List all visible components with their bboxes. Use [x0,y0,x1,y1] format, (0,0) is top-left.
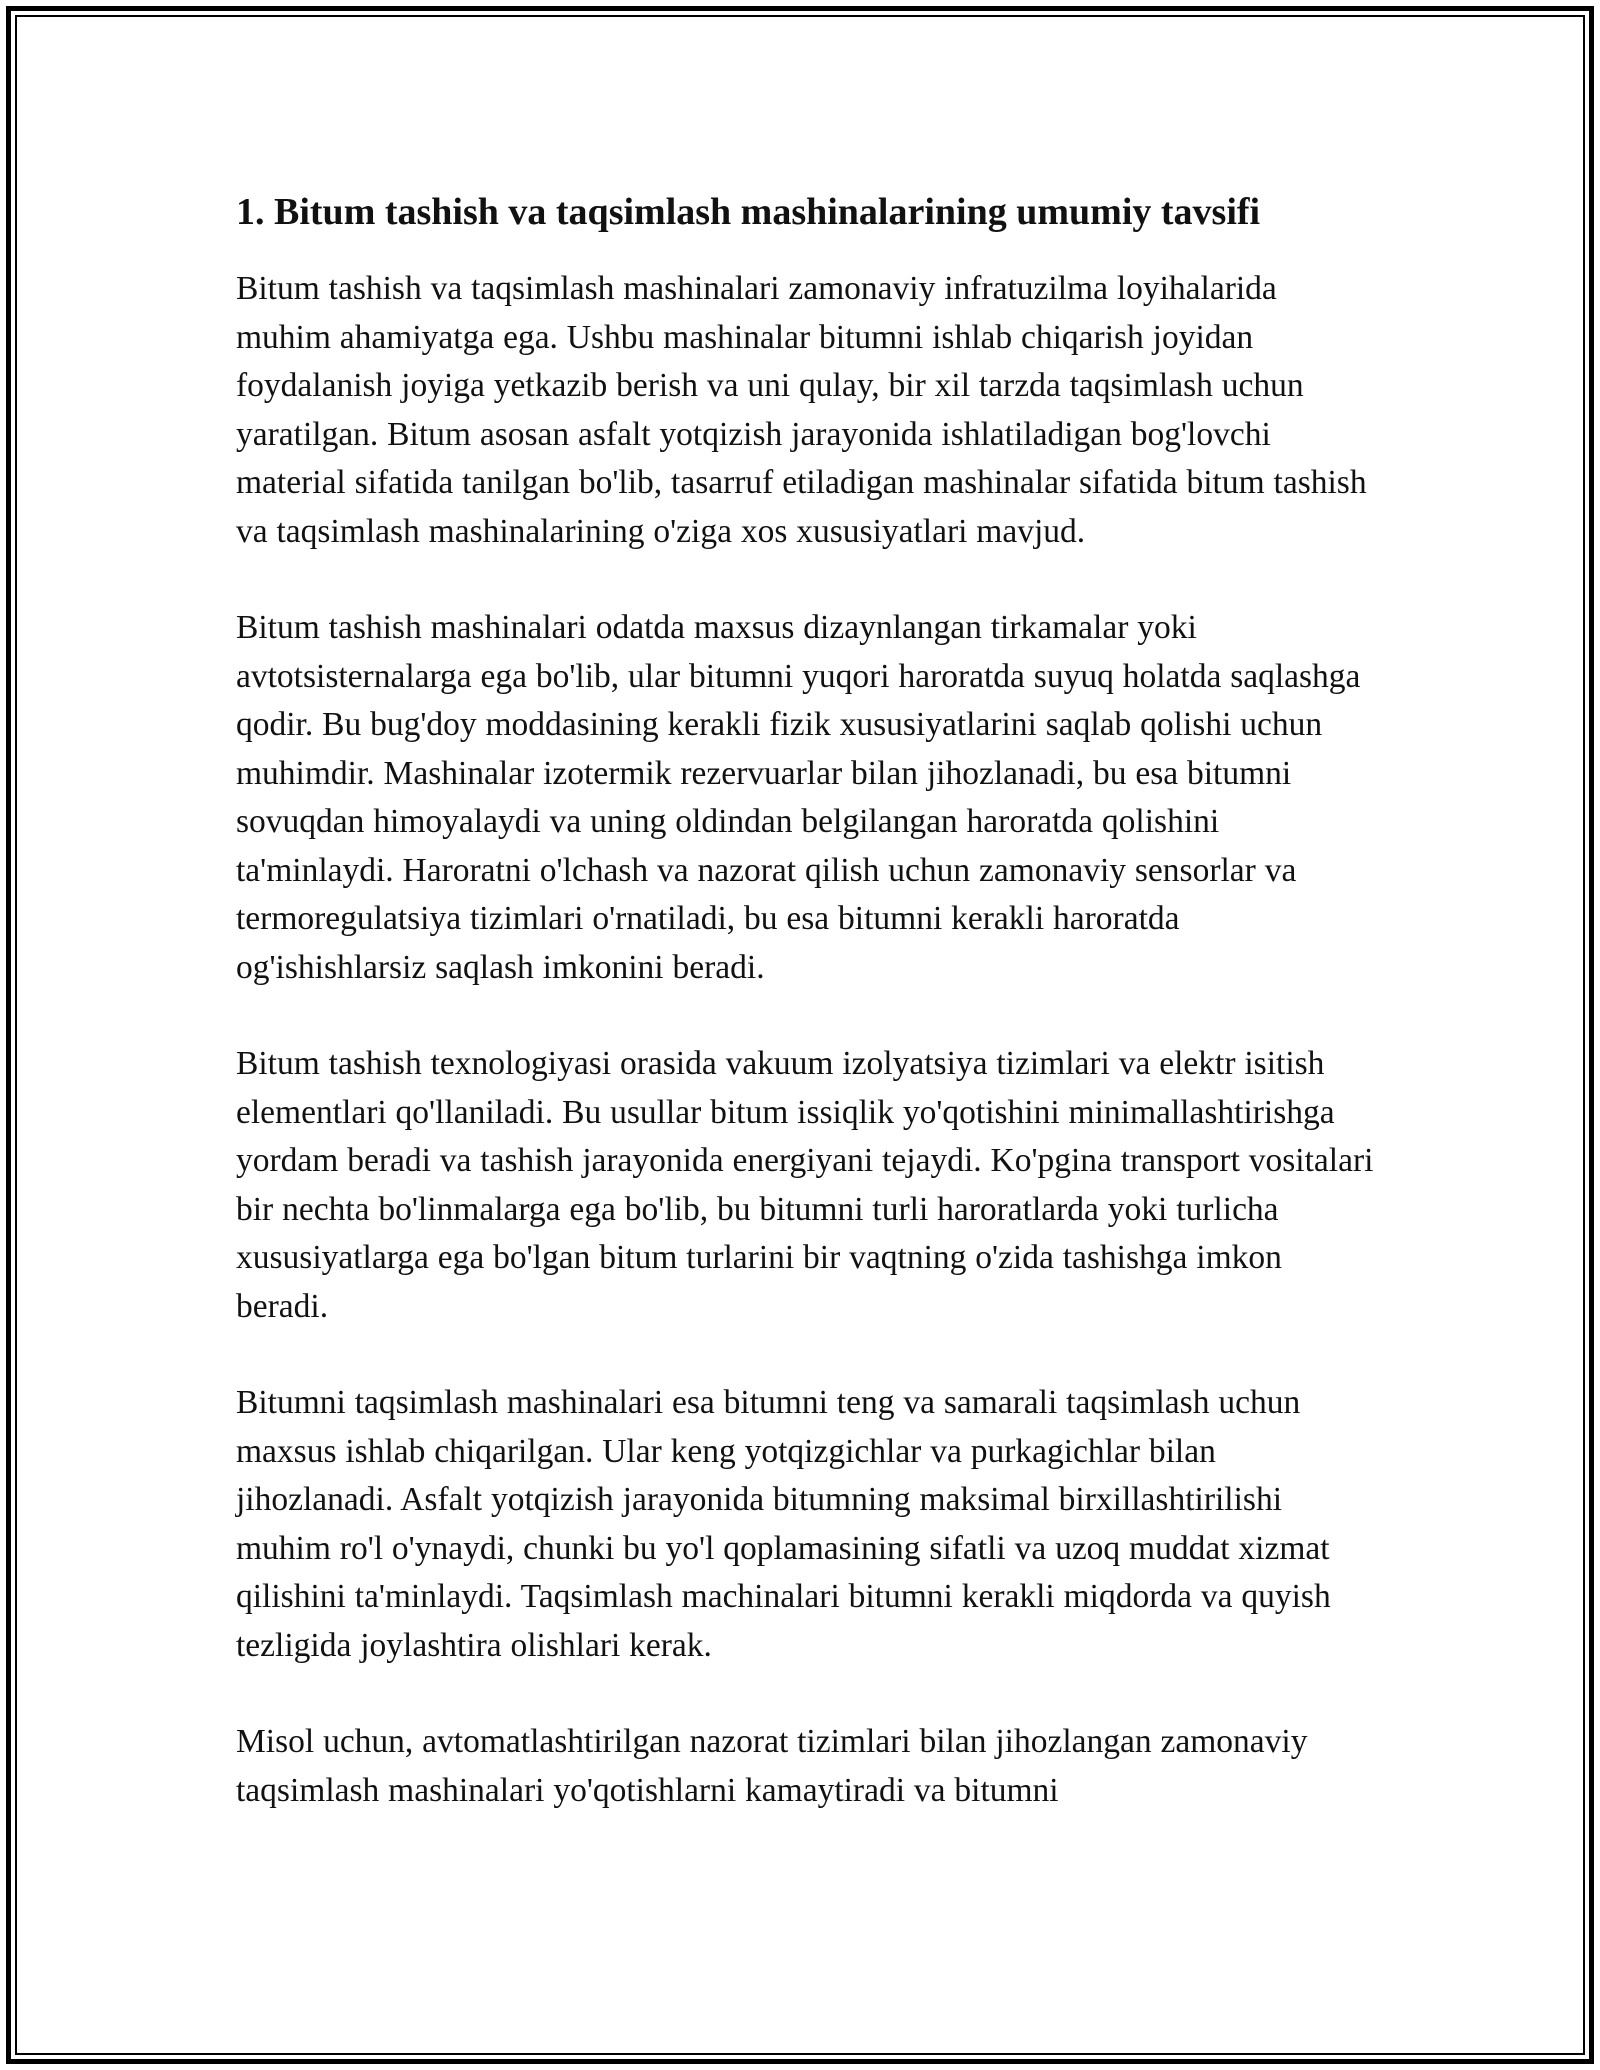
paragraph-1: Bitum tashish va taqsimlash mashinalari zamonaviy infratuzilma loyihalarida muhim ahamiyatga ega. Ushbu mashinalar bitumni ishlab chiqarish joyidan foydalanish joyiga yetkazib berish va uni qulay, bir xil tarzda taqsimlash uchun yaratilgan. Bitum asosan asfalt yotqizish jarayonida ishlatiladigan bog'lovchi material sifatida tanilgan bo'lib, tasarruf etiladigan mashinalar sifatida bitum tashish va taqsimlash mashinalarining o'ziga xos xususiyatlari mavjud. [236,270,1367,550]
paragraph-2: Bitum tashish mashinalari odatda maxsus dizaynlangan tirkamalar yoki avtotsisternalarga ega bo'lib, ular bitumni yuqori haroratda suyuq holatda saqlashga qodir. Bu bug'doy moddasining kerakli fizik xususiyatlarini saqlab qolishi uchun muhimdir. Mashinalar izotermik rezervuarlar bilan jihozlanadi, bu esa bitumni sovuqdan himoyalaydi va uning oldindan belgilangan haroratda qolishini ta'minlaydi. Haroratni o'lchash va nazorat qilish uchun zamonaviy sensorlar va termoregulatsiya tizimlari o'rnatiladi, bu esa bitumni kerakli haroratda og'ishishlarsiz saqlash imkonini beradi. [236,609,1361,986]
document-body [236,186,1376,1863]
section-heading: 1. Bitum tashish va taqsimlash mashinalarining umumiy tavsifi [236,191,1261,233]
paragraph-5: Misol uchun, avtomatlashtirilgan nazorat tizimlari bilan jihozlangan zamonaviy taqsimlash mashinalari yo'qotishlarni kamaytiradi va bitumni [236,1723,1308,1809]
paragraph-3: Bitum tashish texnologiyasi orasida vakuum izolyatsiya tizimlari va elektr isitish elementlari qo'llaniladi. Bu usullar bitum issiqlik yo'qotishini minimallashtirishga yordam beradi va tashish jarayonida energiyani tejaydi. Ko'pgina transport vositalari bir nechta bo'linmalarga ega bo'lib, bu bitumni turli haroratlarda yoki turlicha xususiyatlarga ega bo'lgan bitum turlarini bir vaqtning o'zida tashishga imkon beradi. [236,1045,1374,1325]
paragraph-4: Bitumni taqsimlash mashinalari esa bitumni teng va samarali taqsimlash uchun maxsus ishlab chiqarilgan. Ular keng yotqizgichlar va purkagichlar bilan jihozlanadi. Asfalt yotqizish jarayonida bitumning maksimal birxillashtirilishi muhim ro'l o'ynaydi, chunki bu yo'l qoplamasining sifatli va uzoq muddat xizmat qilishini ta'minlaydi. Taqsimlash machinalari bitumni kerakli miqdorda va quyish tezligida joylashtira olishlari kerak. [236,1384,1331,1664]
